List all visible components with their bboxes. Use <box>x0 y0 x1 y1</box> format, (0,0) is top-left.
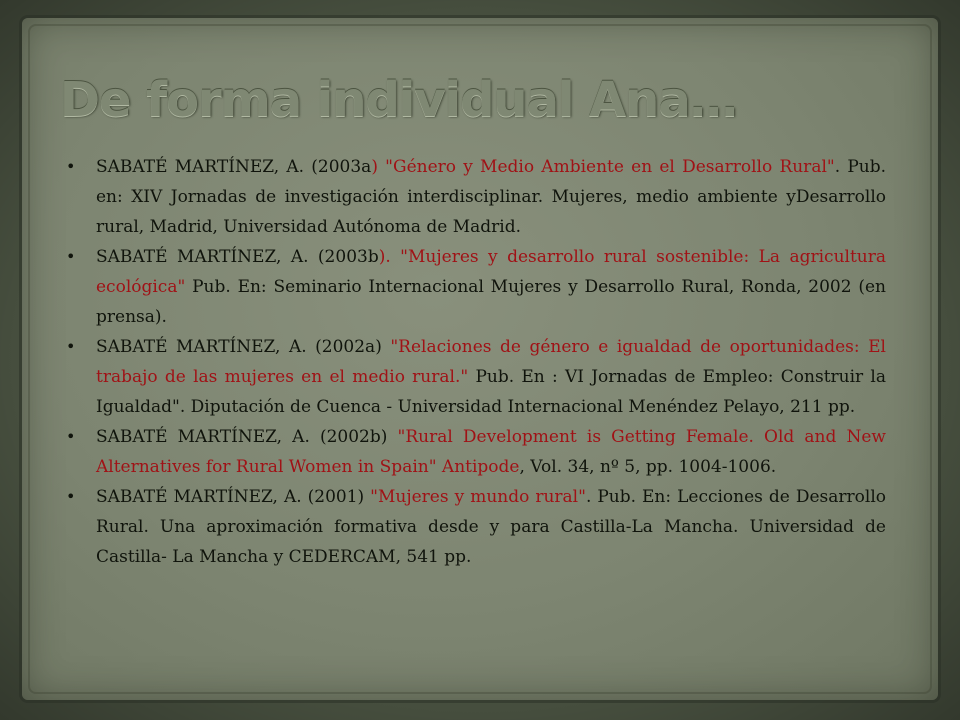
reference-item <box>66 242 886 332</box>
reference-title: ) "Género y Medio Ambiente en el Desarrollo Rural" <box>371 157 835 177</box>
reference-item <box>66 482 886 572</box>
reference-author: SABATÉ MARTÍNEZ, A. (2002a) <box>96 337 391 357</box>
reference-author: SABATÉ MARTÍNEZ, A. (2001) <box>96 487 371 507</box>
reference-source: Pub. En: Seminario Internacional Mujeres y Desarrollo Rural, Ronda, 2002 (en prensa). <box>96 277 886 327</box>
reference-author: SABATÉ MARTÍNEZ, A. (2003b <box>96 247 379 267</box>
reference-title: "Relaciones de género e igualdad de oportunidades: El trabajo de las mujeres en el medio rural." <box>96 337 886 387</box>
slide-title: De forma individual Ana… <box>60 72 737 128</box>
reference-author: SABATÉ MARTÍNEZ, A. (2002b) <box>96 427 398 447</box>
reference-title: ). "Mujeres y desarrollo rural sostenible: La agricultura ecológica" <box>96 247 886 297</box>
reference-source: , Vol. 34, nº 5, pp. 1004-1006. <box>519 457 777 477</box>
reference-item <box>66 332 886 422</box>
reference-item <box>66 152 886 242</box>
reference-source: Pub. En : VI Jornadas de Empleo: Construir la Igualdad". Diputación de Cuenca - Universidad Internacional Menéndez Pelayo, 211 pp. <box>96 367 886 417</box>
reference-title: "Mujeres y mundo rural" <box>370 487 586 507</box>
reference-title: "Rural Development is Getting Female. Old and New Alternatives for Rural Women in Spain" Antipode <box>96 427 886 477</box>
bullet-icon: • <box>66 157 76 176</box>
reference-item <box>66 422 886 482</box>
reference-list <box>66 152 886 572</box>
reference-source: . Pub. en: XIV Jornadas de investigación interdisciplinar. Mujeres, medio ambiente yDesarrollo rural, Madrid, Universidad Autónoma de Madrid. <box>96 157 887 237</box>
bullet-icon: • <box>66 487 76 506</box>
bullet-icon: • <box>66 247 76 266</box>
bullet-icon: • <box>66 337 76 356</box>
reference-author: SABATÉ MARTÍNEZ, A. (2003a <box>96 157 372 177</box>
reference-source: . Pub. En: Lecciones de Desarrollo Rural. Una aproximación formativa desde y para Castilla-La Mancha. Universidad de Castilla- La Mancha y CEDERCAM, 541 pp. <box>96 487 886 567</box>
bullet-icon: • <box>66 427 76 446</box>
